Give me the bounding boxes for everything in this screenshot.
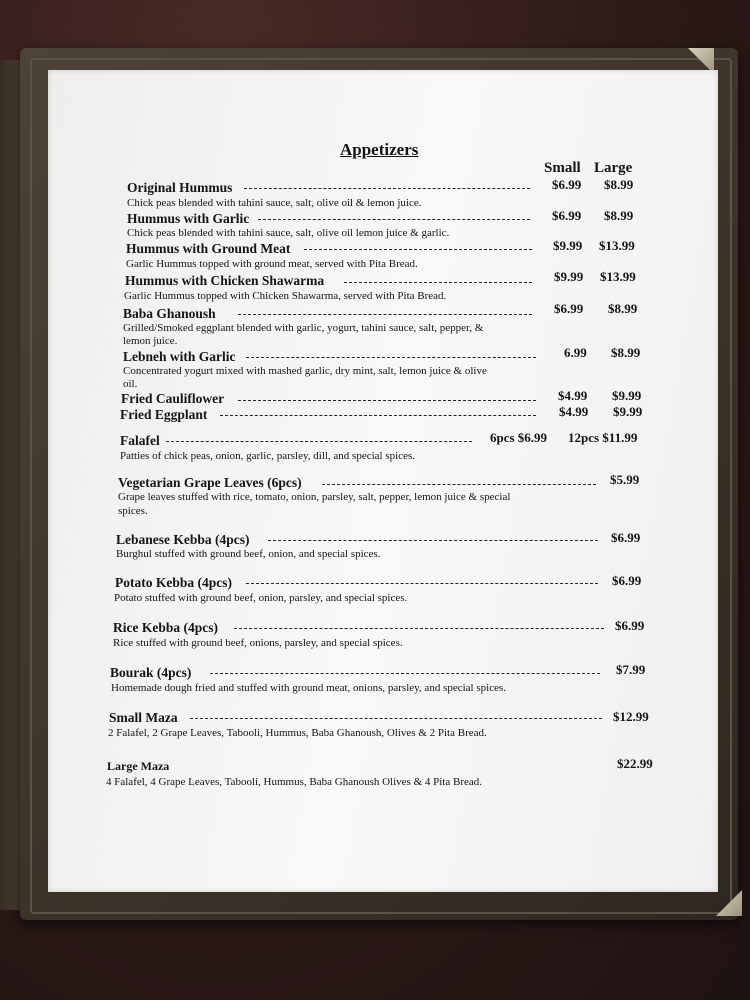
price-small: $9.99 — [553, 238, 583, 253]
item-description: 2 Falafel, 2 Grape Leaves, Tabooli, Hummus, Baba Ghanoush, Olives & 2 Pita Bread. — [108, 727, 487, 739]
item-description-line1: Concentrated yogurt mixed with mashed garlic, dry mint, salt, lemon juice & olive — [123, 365, 487, 377]
leader-line — [322, 484, 596, 485]
item-name: Lebneh with Garlic — [123, 349, 236, 364]
item-name: Bourak (4pcs) — [110, 665, 192, 680]
item-description-line1: Grilled/Smoked eggplant blended with garlic, yogurt, tahini sauce, salt, pepper, & — [123, 322, 484, 334]
price-large: $8.99 — [611, 345, 641, 360]
price-small: $9.99 — [554, 269, 584, 284]
leader-line — [166, 441, 472, 442]
item-name: Vegetarian Grape Leaves (6pcs) — [118, 475, 302, 490]
item-name: Baba Ghanoush — [123, 306, 216, 321]
column-header-small: Small — [544, 160, 581, 176]
item-description: Patties of chick peas, onion, garlic, parsley, dill, and special spices. — [120, 450, 415, 462]
leader-line — [190, 718, 602, 719]
price-large: $8.99 — [604, 208, 634, 223]
item-description-line2: lemon juice. — [123, 335, 178, 347]
item-name: Fried Cauliflower — [121, 391, 225, 406]
leader-line — [246, 583, 598, 584]
leader-line — [304, 249, 532, 250]
item-description: Homemade dough fried and stuffed with ground meat, onions, parsley, and special spices. — [111, 682, 506, 694]
item-description: Chick peas blended with tahini sauce, salt, olive oil lemon juice & garlic. — [127, 227, 450, 239]
price-small: $4.99 — [558, 388, 588, 403]
price: $5.99 — [610, 472, 640, 487]
price-small: $6.99 — [552, 177, 582, 192]
price-large: $9.99 — [613, 404, 643, 419]
price-large: 12pcs $11.99 — [568, 430, 638, 445]
item-name: Large Maza — [107, 759, 170, 773]
price-small: $6.99 — [554, 301, 584, 316]
price: $12.99 — [613, 709, 649, 724]
leader-line — [234, 628, 604, 629]
item-name: Small Maza — [109, 710, 178, 725]
price-small: 6.99 — [564, 345, 587, 360]
price-large: $8.99 — [604, 177, 634, 192]
item-name: Hummus with Chicken Shawarma — [125, 273, 325, 288]
leader-line — [246, 357, 536, 358]
price-small: 6pcs $6.99 — [490, 430, 548, 445]
price-large: $13.99 — [599, 238, 635, 253]
leader-line — [244, 188, 530, 189]
item-description: 4 Falafel, 4 Grape Leaves, Tabooli, Hummus, Baba Ghanoush Olives & 4 Pita Bread. — [106, 776, 483, 788]
leader-line — [258, 219, 530, 220]
item-description: Chick peas blended with tahini sauce, salt, olive oil & lemon juice. — [127, 197, 422, 209]
page-title: Appetizers — [340, 140, 419, 159]
item-description: Burghul stuffed with ground beef, onion, and special spices. — [116, 548, 381, 560]
price-small: $6.99 — [552, 208, 582, 223]
price-large: $9.99 — [612, 388, 642, 403]
item-description-line2: spices. — [118, 505, 148, 517]
leader-line — [238, 314, 532, 315]
price-small: $4.99 — [559, 404, 589, 419]
item-name: Potato Kebba (4pcs) — [115, 575, 232, 590]
leader-line — [238, 400, 536, 401]
item-description: Garlic Hummus topped with ground meat, served with Pita Bread. — [126, 258, 418, 270]
leader-line — [268, 540, 598, 541]
price: $22.99 — [617, 756, 653, 771]
item-name: Lebanese Kebba (4pcs) — [116, 532, 250, 547]
item-name: Fried Eggplant — [120, 407, 208, 422]
column-header-large: Large — [594, 160, 633, 176]
price: $6.99 — [612, 573, 642, 588]
item-name: Rice Kebba (4pcs) — [113, 620, 218, 635]
price: $7.99 — [616, 662, 646, 677]
price-large: $8.99 — [608, 301, 638, 316]
item-description-line1: Grape leaves stuffed with rice, tomato, onion, parsley, salt, pepper, lemon juice & special — [118, 491, 511, 503]
leader-line — [220, 415, 536, 416]
item-description: Potato stuffed with ground beef, onion, parsley, and special spices. — [114, 592, 408, 604]
leader-line — [344, 282, 532, 283]
item-name: Original Hummus — [127, 180, 233, 195]
price: $6.99 — [611, 530, 641, 545]
item-name: Falafel — [120, 433, 160, 448]
item-name: Hummus with Ground Meat — [126, 241, 291, 256]
item-description-line2: oil. — [123, 378, 138, 390]
menu-page — [48, 70, 718, 892]
leader-line — [210, 673, 600, 674]
price: $6.99 — [615, 618, 645, 633]
item-description: Garlic Hummus topped with Chicken Shawarma, served with Pita Bread. — [124, 290, 447, 302]
price-large: $13.99 — [600, 269, 636, 284]
item-name: Hummus with Garlic — [127, 211, 250, 226]
item-description: Rice stuffed with ground beef, onions, parsley, and special spices. — [113, 637, 403, 649]
